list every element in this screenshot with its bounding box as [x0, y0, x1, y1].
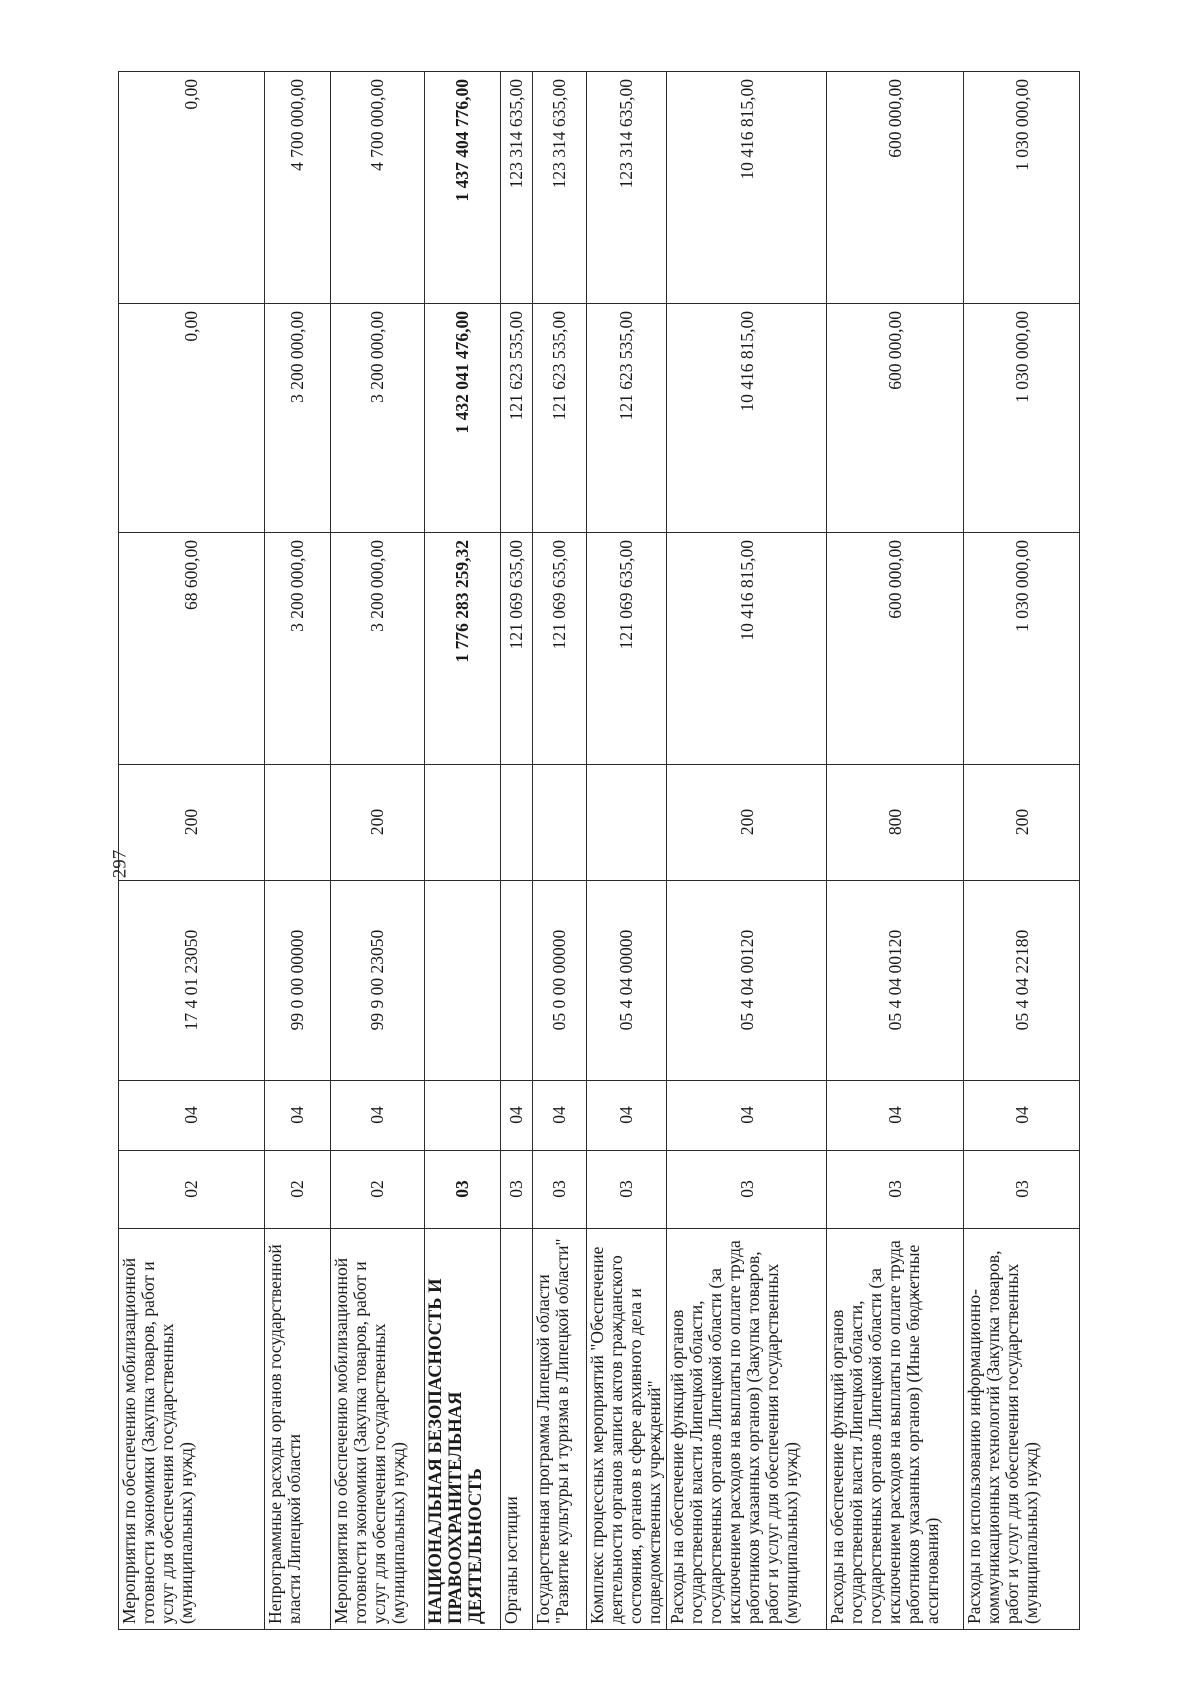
target-article-cell: 05 4 04 22180	[964, 881, 1080, 1081]
section-code-cell: 03	[667, 1151, 827, 1229]
table-row	[667, 72, 827, 1630]
amount-year2-cell: 10 416 815,00	[667, 304, 827, 533]
section-code-cell: 02	[330, 1151, 424, 1229]
row-name-cell: Мероприятия по обеспечению мобилизационной готовности экономики (Закупка товаров, работ и услуг для обеспечения государственных (муниципальных) нужд)	[119, 1229, 265, 1630]
expense-type-cell	[532, 765, 586, 881]
subsection-code-cell: 04	[264, 1081, 330, 1151]
table-row	[264, 72, 330, 1630]
section-code-cell: 03	[827, 1151, 964, 1229]
target-article-cell: 99 0 00 00000	[264, 881, 330, 1081]
row-name-cell: Расходы на обеспечение функций органов государственной власти Липецкой области, государственных органов Липецкой области (за исключением расходов на выплаты по оплате труда работников указанных органов) (Иные бюджетные ассигнования)	[827, 1229, 964, 1630]
expense-type-cell	[264, 765, 330, 881]
row-name-cell: Расходы на обеспечение функций органов государственной власти Липецкой области, государственных органов Липецкой области (за исключением расходов на выплаты по оплате труда работников указанных органов) (Закупка товаров, работ и услуг для обеспечения государственных (муниципальных) нужд)	[667, 1229, 827, 1630]
amount-year3-cell: 123 314 635,00	[586, 72, 667, 304]
amount-year3-cell: 600 000,00	[827, 72, 964, 304]
section-code-cell: 03	[964, 1151, 1080, 1229]
amount-year2-cell: 600 000,00	[827, 304, 964, 533]
table-row	[119, 72, 265, 1630]
section-code-cell: 02	[264, 1151, 330, 1229]
subsection-code-cell: 04	[500, 1081, 532, 1151]
expense-type-cell: 200	[667, 765, 827, 881]
target-article-cell: 99 9 00 23050	[330, 881, 424, 1081]
target-article-cell	[424, 881, 500, 1081]
amount-year1-cell: 121 069 635,00	[532, 533, 586, 765]
section-code-cell: 02	[119, 1151, 265, 1229]
expense-type-cell	[424, 765, 500, 881]
expense-type-cell	[500, 765, 532, 881]
page-number-text: 297	[109, 849, 130, 879]
row-name-cell: НАЦИОНАЛЬНАЯ БЕЗОПАСНОСТЬ И ПРАВООХРАНИТЕЛЬНАЯ ДЕЯТЕЛЬНОСТЬ	[424, 1229, 500, 1630]
table-row	[827, 72, 964, 1630]
amount-year2-cell: 3 200 000,00	[264, 304, 330, 533]
amount-year3-cell: 4 700 000,00	[264, 72, 330, 304]
amount-year2-cell: 0,00	[119, 304, 265, 533]
amount-year3-cell: 10 416 815,00	[667, 72, 827, 304]
amount-year2-cell: 1 030 000,00	[964, 304, 1080, 533]
table-row	[330, 72, 424, 1630]
row-name-cell: Государственная программа Липецкой области "Развитие культуры и туризма в Липецкой области"	[532, 1229, 586, 1630]
amount-year1-cell: 1 776 283 259,32	[424, 533, 500, 765]
amount-year3-cell: 1 030 000,00	[964, 72, 1080, 304]
amount-year1-cell: 1 030 000,00	[964, 533, 1080, 765]
subsection-code-cell: 04	[827, 1081, 964, 1151]
expense-type-cell: 800	[827, 765, 964, 881]
amount-year1-cell: 3 200 000,00	[264, 533, 330, 765]
amount-year2-cell: 3 200 000,00	[330, 304, 424, 533]
row-name-cell: Комплекс процессных мероприятий "Обеспечение деятельности органов записи актов гражданского состояния, органов в сфере архивного дела и подведомственных учреждений"	[586, 1229, 667, 1630]
row-name-cell: Органы юстиции	[500, 1229, 532, 1630]
table-row	[964, 72, 1080, 1630]
budget-table	[118, 71, 1080, 1630]
subsection-code-cell: 04	[667, 1081, 827, 1151]
amount-year1-cell: 68 600,00	[119, 533, 265, 765]
amount-year3-cell: 4 700 000,00	[330, 72, 424, 304]
amount-year1-cell: 121 069 635,00	[586, 533, 667, 765]
target-article-cell: 05 0 00 00000	[532, 881, 586, 1081]
section-code-cell: 03	[424, 1151, 500, 1229]
subsection-code-cell: 04	[330, 1081, 424, 1151]
subsection-code-cell: 04	[964, 1081, 1080, 1151]
target-article-cell: 05 4 04 00120	[827, 881, 964, 1081]
section-code-cell: 03	[586, 1151, 667, 1229]
section-code-cell: 03	[532, 1151, 586, 1229]
amount-year3-cell: 1 437 404 776,00	[424, 72, 500, 304]
subsection-code-cell: 04	[119, 1081, 265, 1151]
amount-year1-cell: 3 200 000,00	[330, 533, 424, 765]
amount-year3-cell: 123 314 635,00	[532, 72, 586, 304]
row-name-cell: Мероприятия по обеспечению мобилизационной готовности экономики (Закупка товаров, работ и услуг для обеспечения государственных (муниципальных) нужд)	[330, 1229, 424, 1630]
target-article-cell	[500, 881, 532, 1081]
table-row	[586, 72, 667, 1630]
amount-year2-cell: 121 623 535,00	[586, 304, 667, 533]
target-article-cell: 17 4 01 23050	[119, 881, 265, 1081]
expense-type-cell: 200	[119, 765, 265, 881]
table-row	[500, 72, 532, 1630]
budget-table-container	[118, 72, 1080, 1630]
amount-year3-cell: 0,00	[119, 72, 265, 304]
row-name-cell: Расходы по использованию информационно-коммуникационных технологий (Закупка товаров, работ и услуг для обеспечения государственных (муниципальных) нужд)	[964, 1229, 1080, 1630]
expense-type-cell: 200	[964, 765, 1080, 881]
target-article-cell: 05 4 04 00120	[667, 881, 827, 1081]
amount-year1-cell: 600 000,00	[827, 533, 964, 765]
amount-year1-cell: 10 416 815,00	[667, 533, 827, 765]
subsection-code-cell: 04	[586, 1081, 667, 1151]
target-article-cell: 05 4 04 00000	[586, 881, 667, 1081]
amount-year2-cell: 121 623 535,00	[500, 304, 532, 533]
table-row	[532, 72, 586, 1630]
table-row	[424, 72, 500, 1630]
section-code-cell: 03	[500, 1151, 532, 1229]
amount-year2-cell: 121 623 535,00	[532, 304, 586, 533]
expense-type-cell	[586, 765, 667, 881]
amount-year2-cell: 1 432 041 476,00	[424, 304, 500, 533]
amount-year1-cell: 121 069 635,00	[500, 533, 532, 765]
amount-year3-cell: 123 314 635,00	[500, 72, 532, 304]
subsection-code-cell	[424, 1081, 500, 1151]
subsection-code-cell: 04	[532, 1081, 586, 1151]
expense-type-cell: 200	[330, 765, 424, 881]
row-name-cell: Непрограммные расходы органов государственной власти Липецкой области	[264, 1229, 330, 1630]
